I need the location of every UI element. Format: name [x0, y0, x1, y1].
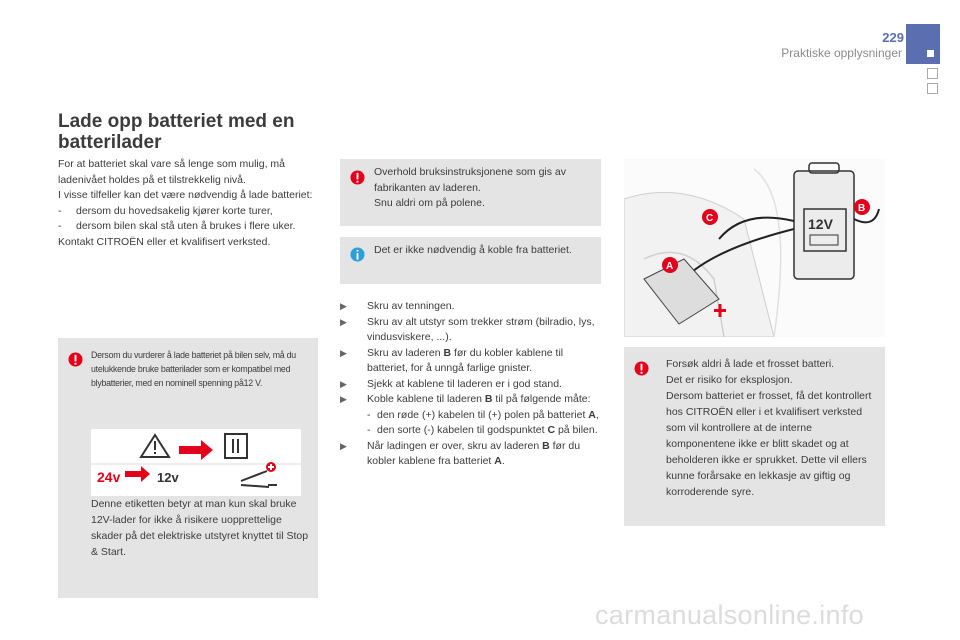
charger-instructions-text [374, 165, 594, 212]
chapter-tab [906, 24, 940, 64]
intro-bullet: - dersom bilen skal stå uten å brukes i flere uker. [58, 219, 320, 235]
frozen-battery-warning-text [666, 356, 880, 500]
intro-outro: Kontakt CITROËN eller et kvalifisert verksted. [58, 235, 271, 248]
svg-text:A: A [666, 261, 674, 272]
step-bullet-icon: ▶ [340, 347, 347, 358]
charger-compatibility-box [58, 338, 318, 598]
intro-bullet: - dersom du hovedsakelig kjører korte turer, [58, 204, 320, 220]
stop-start-label-text: Denne etiketten betyr at man kun skal bruke 12V-lader for ikke å risikere uopprettelige skader på det elektriske utstyret knyttet til Stop & Start. [91, 498, 309, 558]
step: ▶ Når ladingen er over, skru av laderen B før du kobler kablene fra batteriet A. [340, 439, 581, 467]
intro-line: I visse tilfeller kan det være nødvendig å lade batteriet: [58, 189, 313, 201]
instruction-line: Overhold bruksinstruksjonene som gis av fabrikanten av laderen. [374, 166, 567, 194]
stop-start-label-image [91, 429, 301, 496]
marker-a-icon [662, 257, 678, 273]
step: ▶ Skru av laderen B før du kobler kablene til batteriet, for å unngå farlige gnister. [340, 346, 564, 374]
info-icon [350, 247, 365, 262]
marker-b-icon [854, 199, 870, 215]
step-bullet-icon: ▶ [340, 316, 347, 327]
svg-text:C: C [706, 213, 714, 224]
procedure-steps [340, 299, 605, 470]
intro-text [58, 157, 320, 250]
section-title: Praktiske opplysninger [781, 46, 902, 60]
intro-line: For at batteriet skal vare så lenge som mulig, må ladenivået holdes på et tilstrekkelig nivå. [58, 158, 286, 186]
step: ▶ Skru av tenningen. [340, 299, 605, 315]
info-text: Det er ikke nødvendig å koble fra batteriet. [374, 244, 572, 256]
sub-step: - den sorte (-) kabelen til godspunktet C på bilen. [367, 424, 598, 436]
step: ▶ Sjekk at kablene til laderen er i god stand. [340, 377, 605, 393]
step-bullet-icon: ▶ [340, 378, 347, 389]
svg-text:B: B [858, 203, 866, 214]
page-title: Lade opp batteriet med en batterilader [58, 111, 295, 153]
frozen-battery-warning-box [624, 347, 885, 526]
sub-step: - den røde (+) kabelen til (+) polen på batteriet A, [367, 408, 599, 421]
warning-line: Forsøk aldri å lade et frosset batteri. [666, 358, 835, 370]
charger-connection-illustration [624, 159, 885, 337]
instruction-line: Snu aldri om på polene. [374, 197, 485, 209]
watermark: carmanualsonline.info [595, 600, 864, 630]
warning-icon [350, 170, 365, 185]
warning-icon [68, 352, 83, 367]
charger-icon [794, 163, 854, 279]
step-bullet-icon: ▶ [340, 440, 347, 451]
page-number: 229 [882, 30, 904, 45]
compatibility-warning-text: Dersom du vurderer å lade batteriet på bilen selv, må du utelukkende bruke batterilader som er kompatibel med blybatterier, med en nominell spenning på12 V. [91, 350, 296, 388]
warning-line: Det er risiko for eksplosjon. [666, 374, 793, 386]
label-24v: 24v [97, 469, 121, 485]
step: ▶ Skru av alt utstyr som trekker strøm (bilradio, lys, vindusviskere, ...). [340, 315, 595, 343]
step-bullet-icon: ▶ [340, 394, 347, 404]
marker-c-icon [702, 209, 718, 225]
step-bullet-icon: ▶ [340, 301, 347, 311]
step: ▶ Koble kablene til laderen B til på følgende måte: - den røde (+) kabelen til (+) polen på batteriet A, - den sorte (-) kabelen til godspunktet C på bilen. [340, 392, 605, 439]
chapter-tab-box [927, 68, 938, 79]
chapter-tab-box [927, 83, 938, 94]
charger-instructions-box [340, 159, 601, 226]
info-box [340, 237, 601, 284]
warning-icon [634, 361, 649, 376]
label-12v: 12v [157, 470, 179, 485]
charger-label: 12V [808, 216, 833, 232]
chapter-tab-marker [927, 50, 934, 57]
warning-line: Dersom batteriet er frosset, få det kontrollert hos CITROËN eller i et kvalifisert verksted som vil kontrollere at de interne komponentene ikke er blitt skadet og at beholderen ikke er sprukket. Dette vil ellers kunne forårsake en lekkasje av giftig og korroderende syre. [666, 390, 872, 498]
